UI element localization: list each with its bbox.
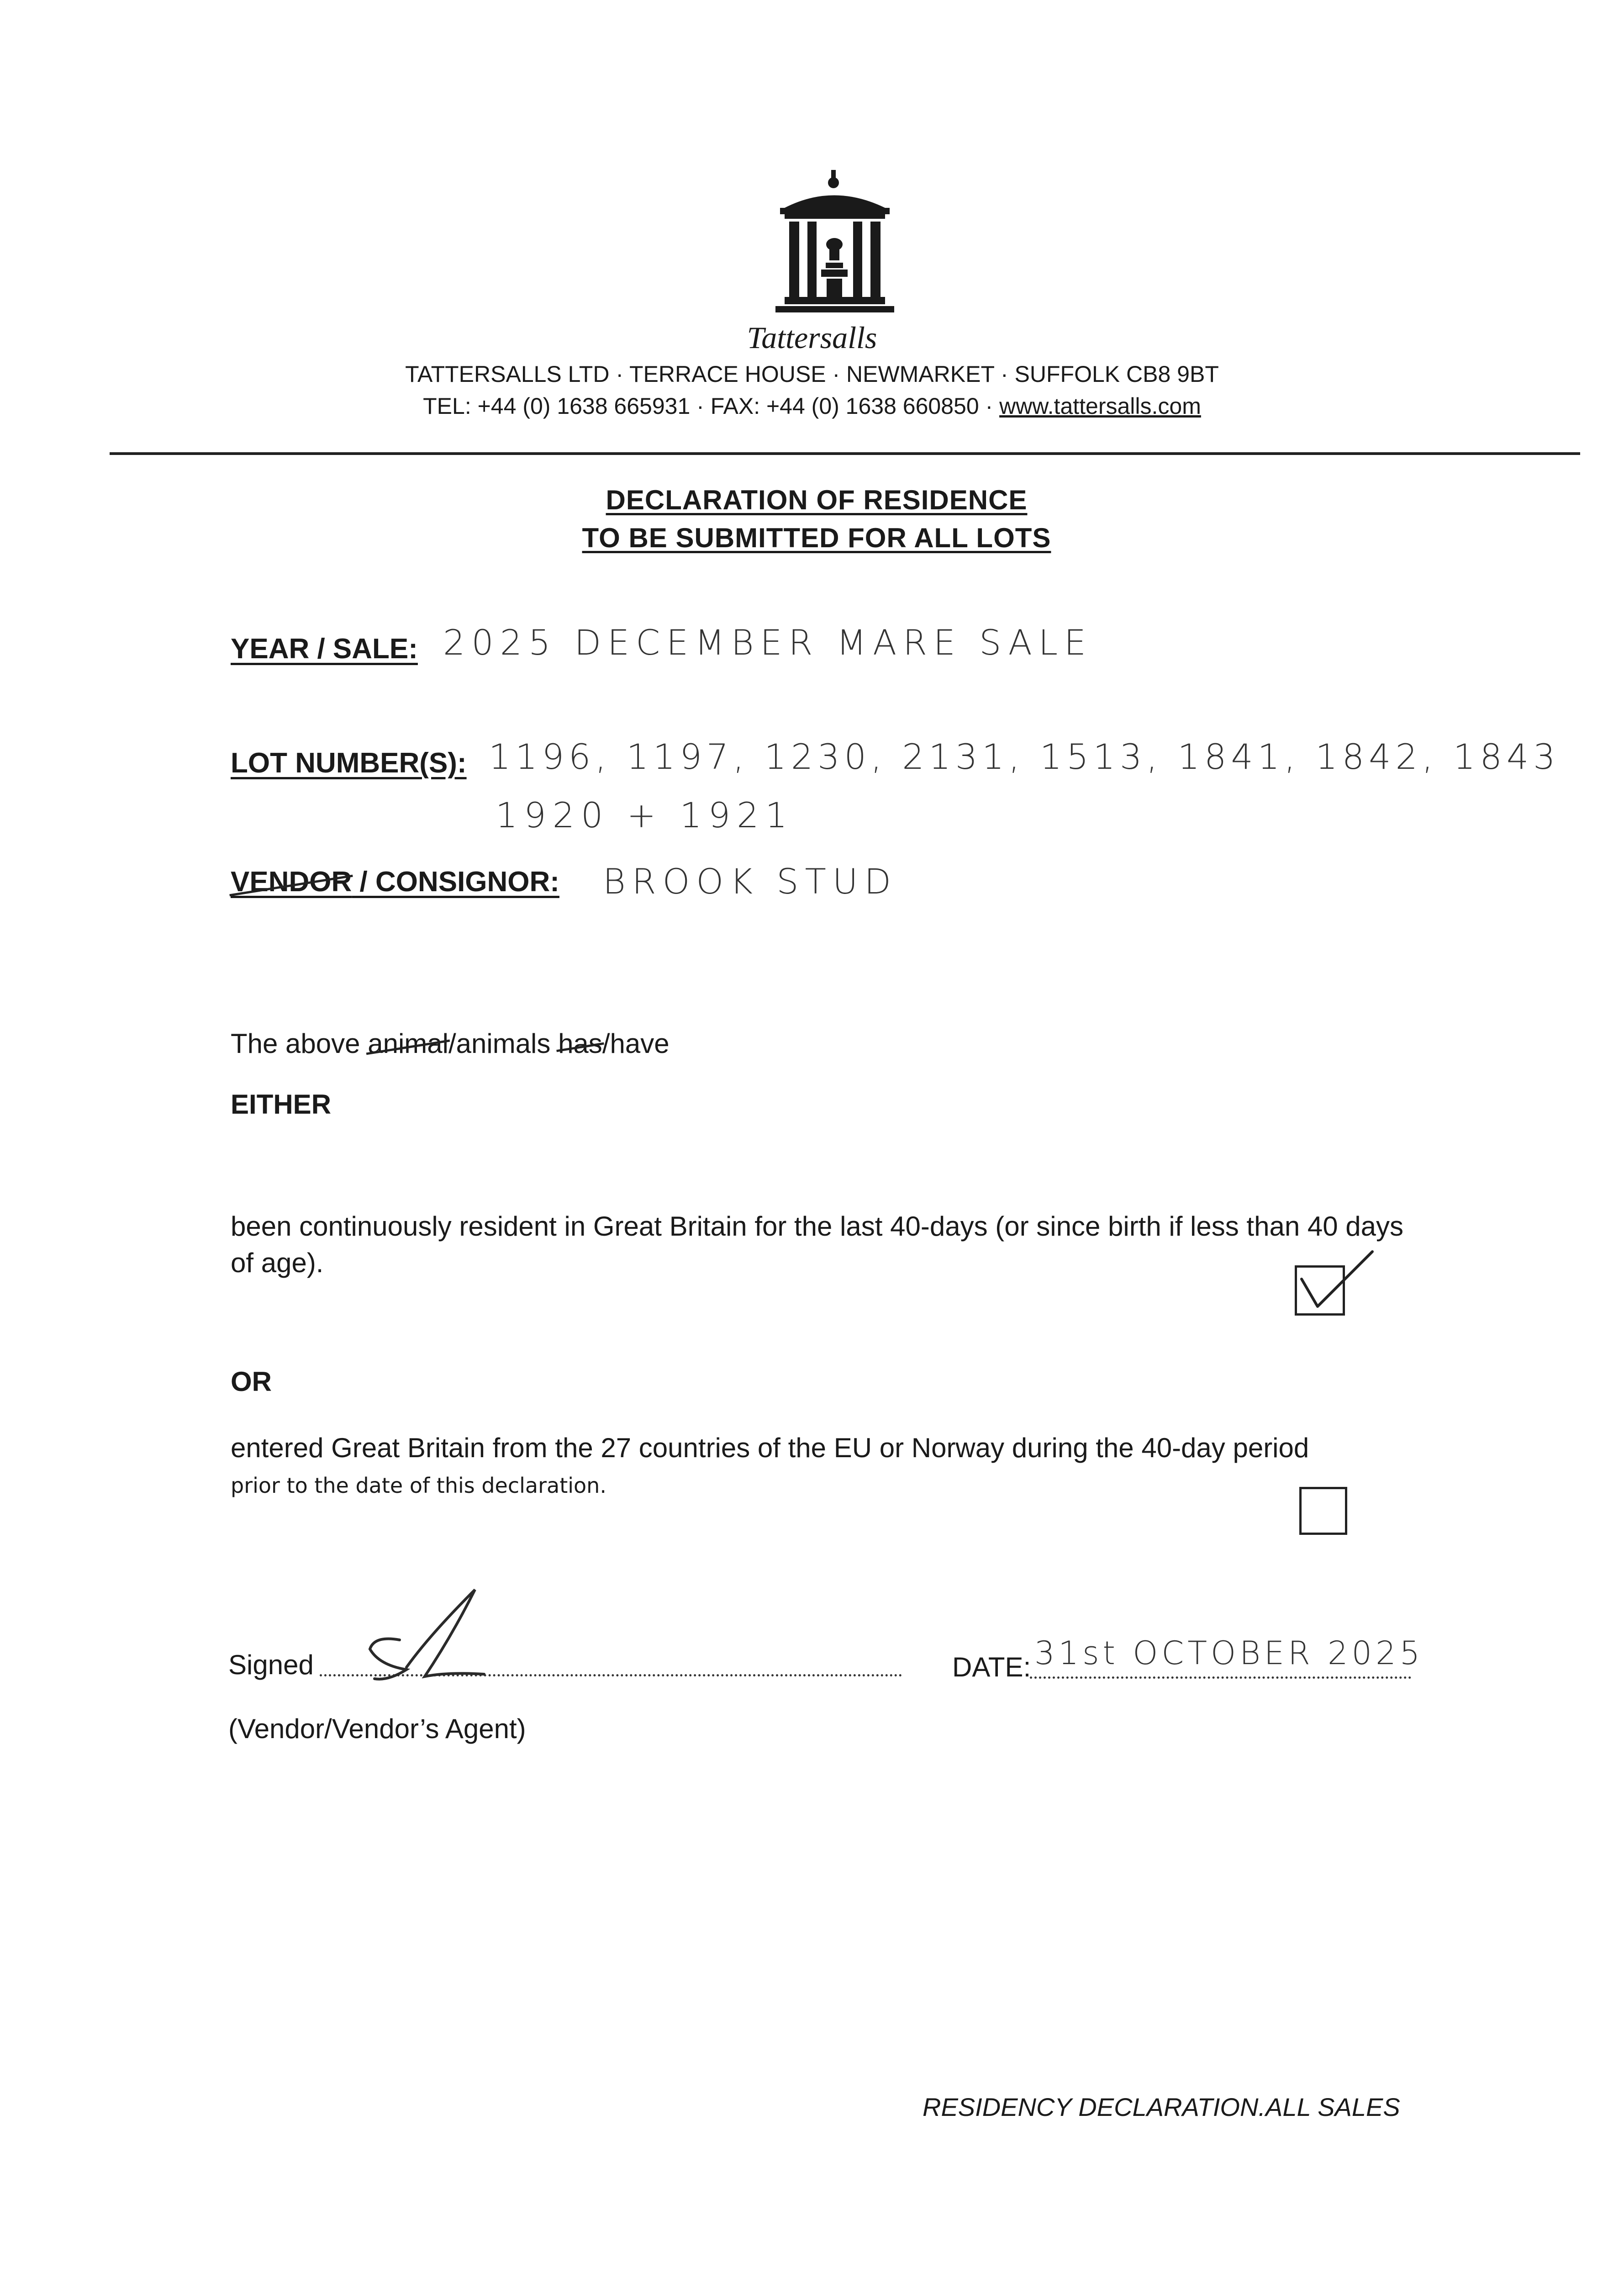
intro-struck-has: has	[558, 1028, 602, 1059]
company-contact	[0, 393, 1624, 419]
option1-text: been continuously resident in Great Britain for the last 40-days (or since birth if less than 40 days of age).	[231, 1211, 1404, 1278]
contact-numbers: TEL: +44 (0) 1638 665931 · FAX: +44 (0) 1638 660850 ·	[423, 393, 1000, 419]
vendor-struck: VENDOR	[231, 866, 352, 898]
vendor-consignor-value: BROOK STUD	[603, 861, 898, 902]
consignor-label: / CONSIGNOR:	[352, 866, 559, 898]
year-sale-label: YEAR / SALE:	[231, 633, 418, 665]
option1-checkbox[interactable]	[1295, 1265, 1345, 1316]
document-subtitle: TO BE SUBMITTED FOR ALL LOTS	[582, 523, 1051, 553]
lot-numbers-value-continued: 1920 + 1921	[496, 795, 794, 835]
or-heading: OR	[231, 1366, 272, 1397]
year-sale-value: 2025 DECEMBER MARE SALE	[443, 622, 1093, 663]
signature-mark	[356, 1581, 511, 1686]
header-rule	[110, 452, 1580, 455]
date-value: 31st OCTOBER 2025	[1034, 1634, 1424, 1672]
document-title: DECLARATION OF RESIDENCE	[606, 485, 1028, 515]
company-address: TATTERSALLS LTD · TERRACE HOUSE · NEWMARKET · SUFFOLK CB8 9BT	[405, 361, 1219, 387]
signed-label: Signed	[228, 1650, 314, 1680]
intro-text-1: The above	[231, 1028, 368, 1059]
intro-text-3: /have	[602, 1028, 670, 1059]
intro-text-2: /animals	[448, 1028, 559, 1059]
intro-statement	[231, 1026, 670, 1062]
date-line[interactable]	[1030, 1672, 1411, 1679]
option2-text-line1: entered Great Britain from the 27 countries of the EU or Norway during the 40-day period	[231, 1433, 1309, 1463]
lot-numbers-value: 1196, 1197, 1230, 2131, 1513, 1841, 1842, 1843	[489, 736, 1560, 777]
vendor-consignor-label	[231, 866, 559, 898]
tattersalls-logo	[771, 169, 899, 320]
option2-checkbox[interactable]	[1299, 1487, 1347, 1535]
option2-text-line2: prior to the date of this declaration.	[231, 1473, 606, 1498]
date-label: DATE:	[952, 1652, 1031, 1682]
footer-reference: RESIDENCY DECLARATION.ALL SALES	[923, 2093, 1400, 2121]
website-link[interactable]: www.tattersalls.com	[999, 393, 1201, 419]
signer-role: (Vendor/Vendor’s Agent)	[228, 1713, 526, 1744]
checkmark-icon	[1295, 1247, 1381, 1311]
brand-name: Tattersalls	[747, 320, 877, 355]
either-heading: EITHER	[231, 1089, 332, 1120]
lot-numbers-label: LOT NUMBER(S):	[231, 747, 467, 779]
intro-struck-animal: animal	[368, 1028, 448, 1059]
